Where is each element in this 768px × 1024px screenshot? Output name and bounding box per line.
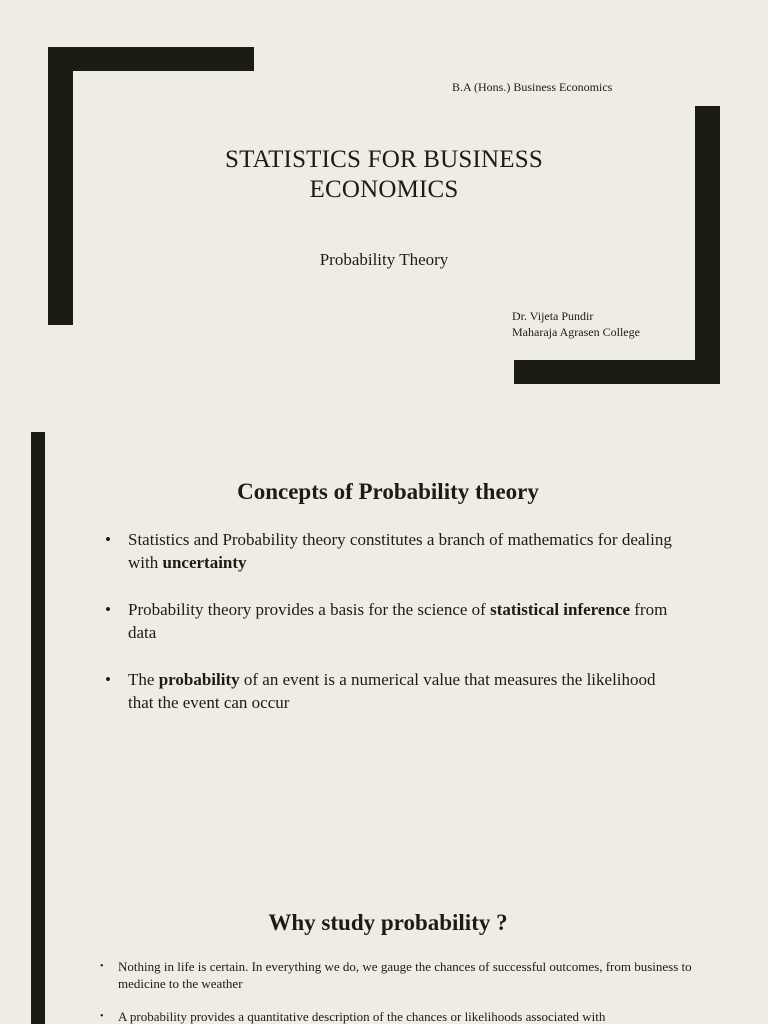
list-item <box>105 668 675 714</box>
list-item <box>100 958 700 992</box>
author-name: Dr. Vijeta Pundir <box>512 309 594 323</box>
bullet-icon: • <box>105 530 111 549</box>
item-text: A probability provides a quantitative description of the chances or likelihoods associated with <box>118 1009 606 1024</box>
bullet-icon: • <box>105 670 111 689</box>
bullet-icon: • <box>100 1011 104 1022</box>
decorative-bottom-bar <box>514 360 720 384</box>
presentation-title <box>150 145 618 205</box>
why-study-slide <box>0 866 768 1024</box>
list-item <box>105 598 675 644</box>
list-item <box>100 1008 700 1024</box>
item-text: Probability theory provides a basis for the science of <box>128 600 491 619</box>
title-slide <box>0 0 768 432</box>
title-line-2: ECONOMICS <box>309 176 459 203</box>
emphasis-text: statistical inference <box>490 600 631 619</box>
decorative-top-bar <box>48 47 254 71</box>
item-text: Nothing in life is certain. In everything we do, we gauge the chances of successful outcomes, from business to medicine to the weather <box>118 959 692 991</box>
author-block <box>512 308 640 340</box>
concepts-slide <box>0 432 768 866</box>
decorative-left-bar <box>48 47 73 325</box>
bullet-list <box>100 958 700 1024</box>
list-item <box>105 528 675 574</box>
author-college: Maharaja Agrasen College <box>512 325 640 339</box>
item-text: of an event is a numerical value that measures the likelihood that the event can occur <box>128 670 656 712</box>
item-text: The <box>128 670 159 689</box>
slide-heading: Why study probability ? <box>268 910 508 935</box>
item-text: from data <box>128 600 668 642</box>
emphasis-text: probability <box>158 670 240 689</box>
slide-heading: Concepts of Probability theory <box>237 479 539 504</box>
bullet-icon: • <box>105 600 111 619</box>
presentation-subtitle: Probability Theory <box>319 250 449 269</box>
decorative-right-bar <box>695 106 720 384</box>
item-text: Statistics and Probability theory constitutes a branch of mathematics for dealing with <box>128 530 672 572</box>
decorative-left-bar <box>31 866 45 1024</box>
emphasis-text: uncertainty <box>162 553 247 572</box>
bullet-list <box>105 528 675 738</box>
title-line-1: STATISTICS FOR BUSINESS <box>225 146 543 173</box>
course-name: B.A (Hons.) Business Economics <box>452 80 613 94</box>
decorative-left-bar <box>31 432 45 866</box>
bullet-icon: • <box>100 961 104 972</box>
